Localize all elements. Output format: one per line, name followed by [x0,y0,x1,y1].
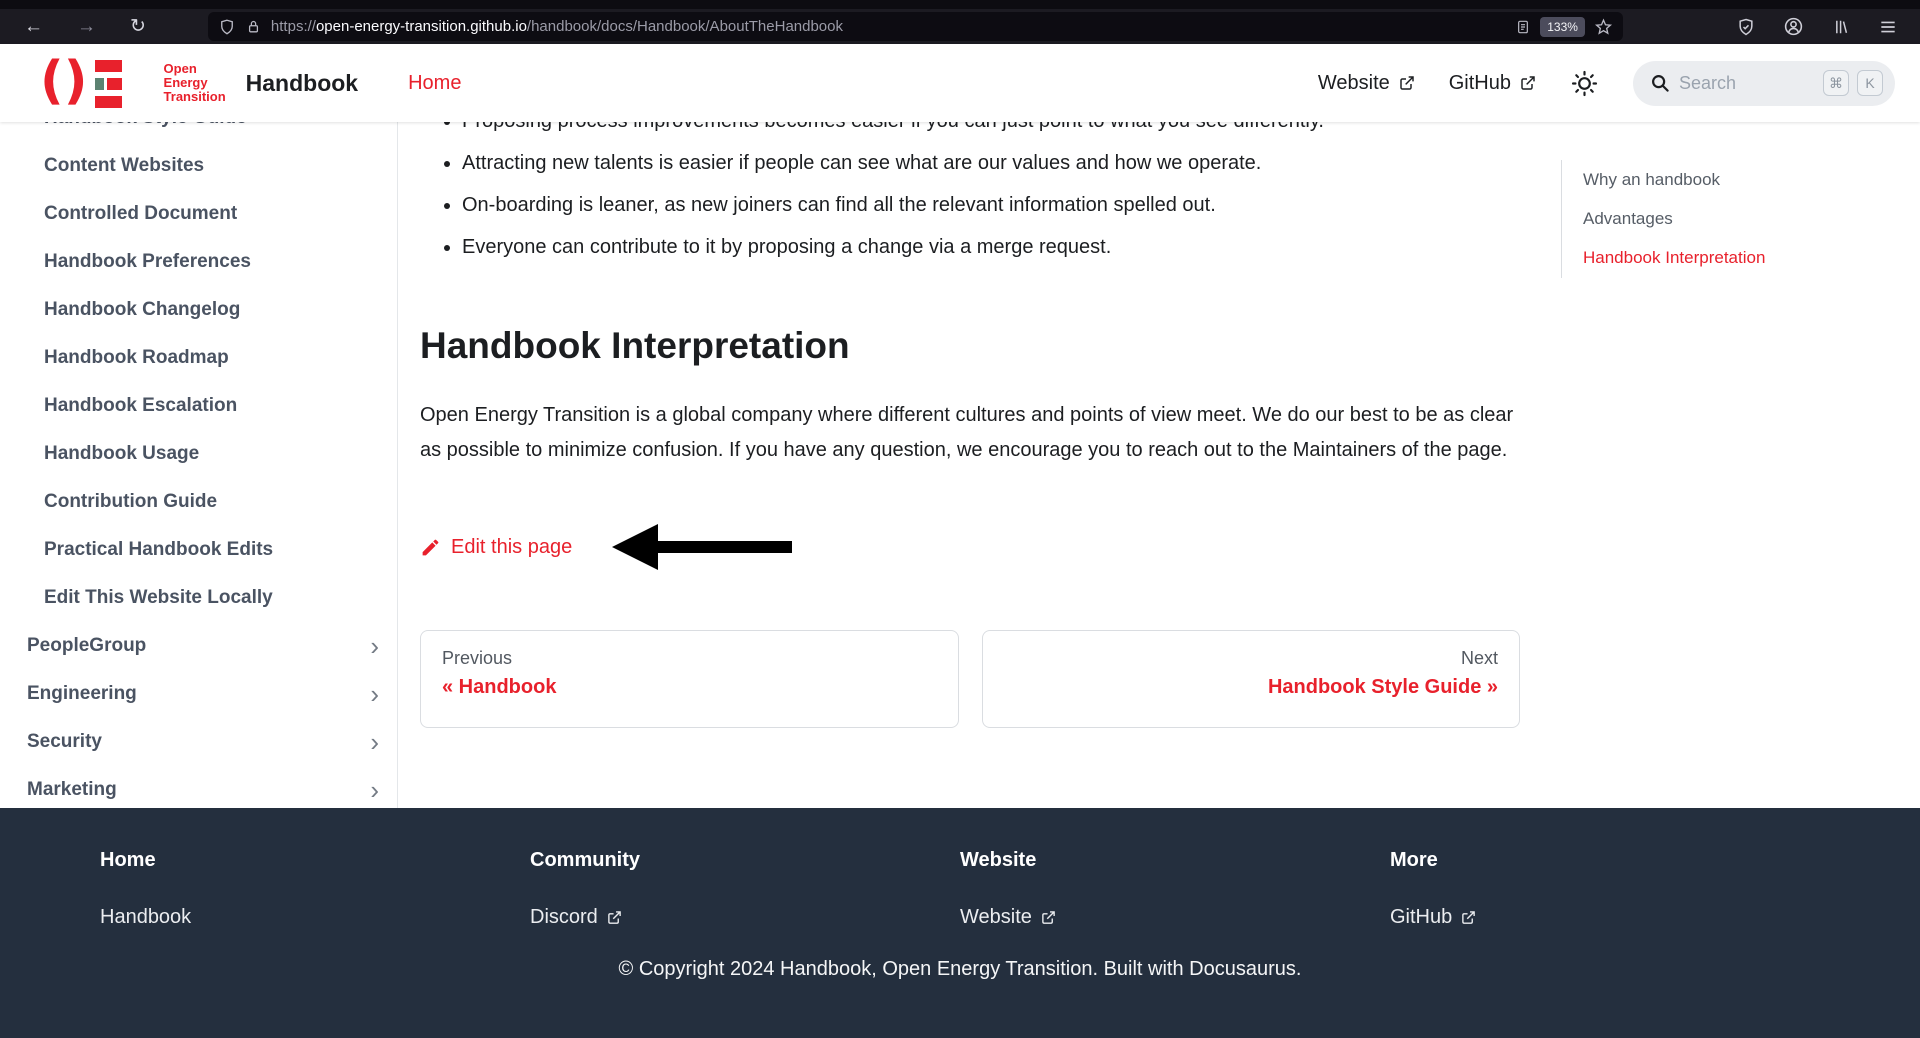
pagination-previous-label: Previous [442,648,513,668]
kbd-cmd-key: ⌘ [1823,70,1849,96]
sidebar-item-practical-handbook-edits[interactable]: Practical Handbook Edits [44,539,274,560]
toc-list [1561,160,1920,278]
sidebar-category-label: Marketing [27,779,117,800]
pagination-next-title: Handbook Style Guide » [1267,676,1498,698]
footer-column-website [960,848,1390,929]
sidebar-menu [0,94,397,814]
sidebar-item-contribution-guide[interactable]: Contribution Guide [44,491,218,512]
site-navbar [0,44,1920,122]
sidebar-item-handbook-escalation[interactable]: Handbook Escalation [44,395,238,416]
chevron-right-icon: › [370,679,379,709]
external-link-icon [1399,75,1415,91]
pagination-next-card[interactable] [982,630,1521,728]
footer-column-community [530,848,960,929]
nav-home-link[interactable]: Home [408,71,462,94]
section-heading: Handbook Interpretation [420,325,850,366]
pencil-icon [420,537,441,558]
nav-website-label: Website [1317,71,1390,94]
footer-link-discord[interactable] [530,905,622,929]
theme-toggle-button[interactable] [1570,69,1599,98]
external-link-icon [1461,910,1476,925]
sidebar-category-peoplegroup[interactable] [0,622,397,670]
url-bar[interactable] [208,12,1623,41]
list-item: • Attracting new talents is easier if people can see what are our values and how we operate. [462,142,1520,184]
kbd-k-key: K [1857,70,1883,96]
footer-link-label: GitHub [1390,906,1453,928]
menu-icon[interactable] [1878,17,1898,37]
browser-reload-button[interactable]: ↻ [130,16,146,37]
sidebar-item-handbook-preferences[interactable]: Handbook Preferences [44,251,251,272]
site-footer [0,808,1920,1038]
footer-link-label: Handbook [100,906,192,928]
browser-back-button[interactable]: ← [24,16,43,37]
search-icon [1649,72,1671,94]
footer-column-home [100,848,530,929]
sidebar-category-security[interactable] [0,718,397,766]
annotation-arrow-left-icon [612,524,792,570]
footer-link-github[interactable] [1390,905,1476,929]
search-input[interactable] [1679,73,1815,94]
browser-chrome [0,0,1920,44]
url-host: open-energy-transition.github.io [315,18,527,35]
oet-logo-mark [40,51,156,111]
logo-paren-left: ( [40,51,64,111]
advantages-list [420,100,1520,268]
footer-column-title: Community [530,849,640,871]
url-scheme: https:// [270,18,316,35]
list-item: • On-boarding is leaner, as new joiners can find all the relevant information spelled out. [462,184,1520,226]
edit-row [420,524,1520,570]
sidebar-category-engineering[interactable] [0,670,397,718]
library-icon[interactable] [1831,17,1851,37]
reader-mode-icon[interactable] [1515,18,1531,36]
tab-strip [0,0,1920,9]
footer-column-title: Home [100,849,156,871]
sidebar-category-marketing[interactable] [0,766,397,814]
footer-link-website[interactable] [960,905,1056,929]
zoom-level-badge[interactable]: 133% [1540,17,1585,37]
external-link-icon [607,910,622,925]
search-box[interactable] [1633,61,1895,106]
footer-link-label: Website [960,906,1032,928]
chevron-right-icon: › [370,775,379,805]
sidebar-item-edit-this-website-locally[interactable]: Edit This Website Locally [44,587,273,608]
sidebar-category-label: PeopleGroup [27,635,147,656]
pagination-previous-card[interactable] [420,630,959,728]
footer-column-title: More [1390,849,1438,871]
browser-toolbar [0,9,1920,44]
doc-main [398,122,1561,808]
footer-copyright: © Copyright 2024 Handbook, Open Energy Transition. Built with Docusaurus. [618,958,1302,980]
navbar-right [1318,61,1895,106]
browser-forward-button[interactable]: → [77,16,96,37]
logo-wordmark: Open Energy Transition [163,61,226,104]
footer-link-label: Discord [530,906,598,928]
edit-this-page-label: Edit this page [451,535,573,558]
site-title[interactable]: Handbook [245,69,359,96]
pagination-next-label: Next [1460,648,1498,668]
sidebar-item-content-websites[interactable]: Content Websites [44,155,205,176]
doc-sidebar [0,122,398,808]
footer-column-title: Website [960,849,1037,871]
bookmark-star-icon[interactable] [1594,17,1613,36]
page-body [0,122,1920,808]
shield-icon[interactable] [218,18,236,36]
toc-item-advantages[interactable]: Advantages [1583,209,1673,228]
list-item: • Everyone can contribute to it by proposing a change via a merge request. [462,226,1520,268]
footer-column-more [1390,848,1820,929]
navbar-left [40,51,462,111]
url-text [271,18,1506,35]
doc-pagination [420,630,1520,728]
edit-this-page-link[interactable] [420,536,572,559]
account-icon[interactable] [1783,16,1804,37]
protections-shield-icon[interactable] [1736,17,1756,37]
external-link-icon [1520,75,1536,91]
sidebar-category-label: Security [27,731,102,752]
nav-website-link[interactable] [1318,72,1415,95]
nav-github-link[interactable] [1449,72,1536,95]
nav-github-label: GitHub [1448,71,1511,94]
padlock-icon[interactable] [245,18,262,35]
toolbar-right-icons [1736,16,1898,37]
sidebar-item-handbook-roadmap[interactable]: Handbook Roadmap [44,347,229,368]
toc-item-handbook-interpretation[interactable]: Handbook Interpretation [1583,248,1766,267]
url-path: /handbook/docs/Handbook/AboutTheHandbook [526,18,843,35]
doc-article [398,100,1561,728]
sun-icon [1570,69,1599,98]
sidebar-item-handbook-usage[interactable]: Handbook Usage [44,443,200,464]
sidebar-category-label: Engineering [27,683,137,704]
logo-letter-e [95,60,122,108]
chevron-right-icon: › [370,727,379,757]
footer-link-handbook[interactable] [100,905,191,929]
sidebar-item-controlled-document[interactable]: Controlled Document [44,203,238,224]
section-paragraph: Open Energy Transition is a global company where different cultures and points of view meet. We do our best to be as clear as possible to minimize confusion. If you have any question, we encourage you to reach out to the Maintainers of the page. [420,404,1514,461]
chevron-right-icon: › [370,631,379,661]
table-of-contents [1561,122,1920,808]
external-link-icon [1041,910,1056,925]
site-logo[interactable] [40,51,226,111]
toc-item-why-an-handbook[interactable]: Why an handbook [1583,170,1721,189]
pagination-previous-title: « Handbook [442,676,557,698]
sidebar-item-handbook-changelog[interactable]: Handbook Changelog [44,299,241,320]
logo-paren-right: ) [63,51,88,111]
footer-columns [0,848,1920,929]
